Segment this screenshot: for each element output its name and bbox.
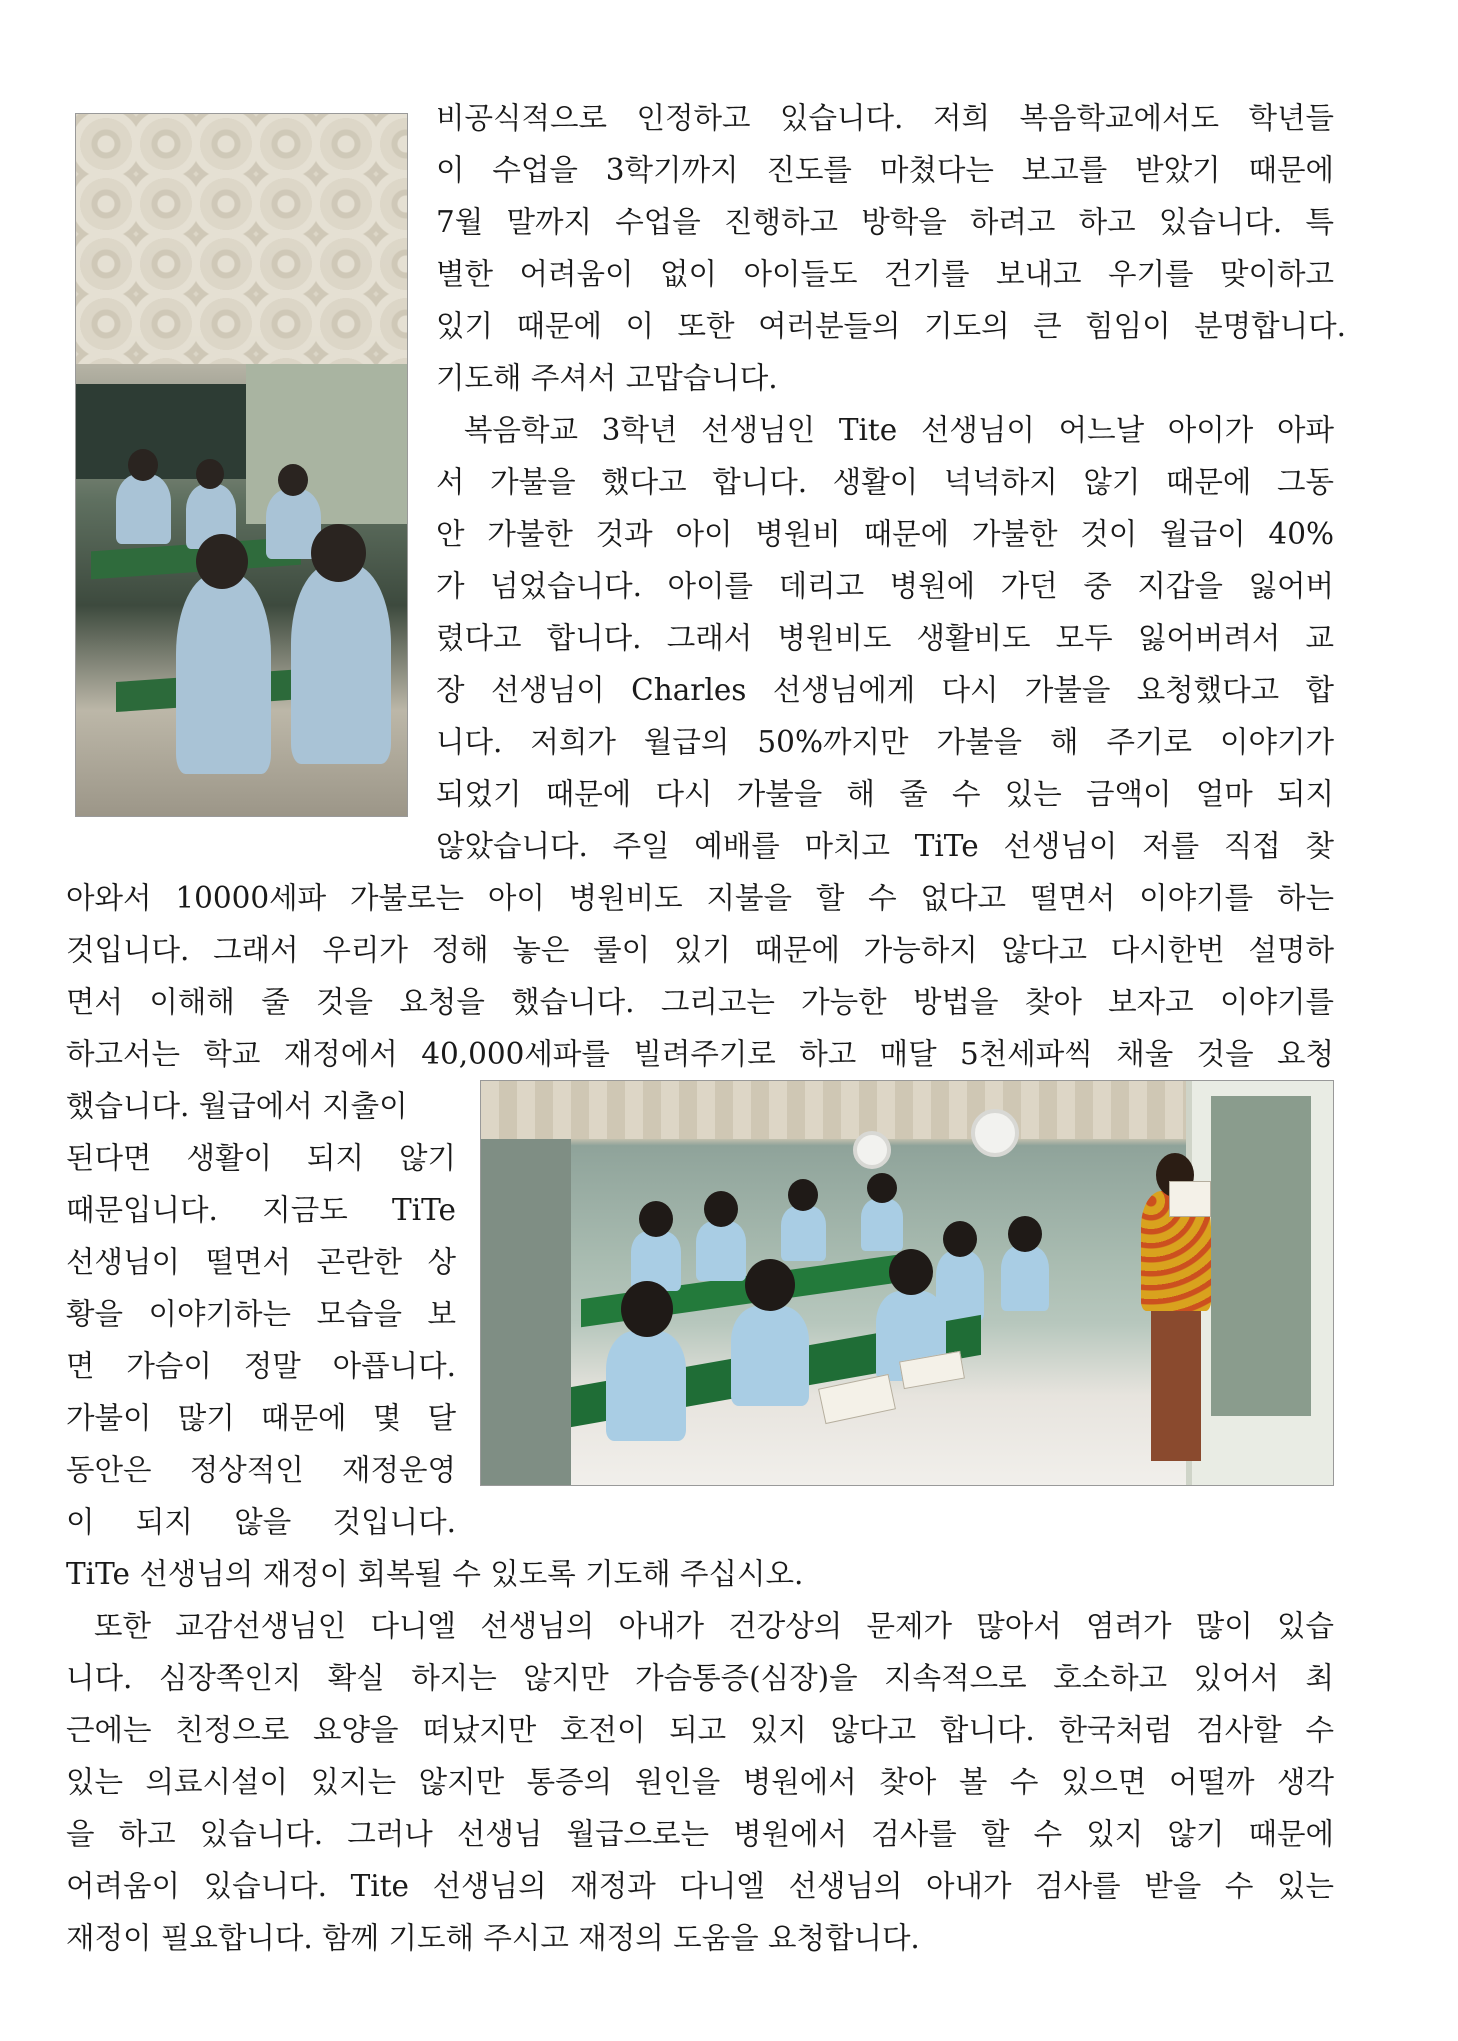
child <box>781 1206 826 1261</box>
text-line: 있기 때문에 이 또한 여러분들의 기도의 큰 힘임이 분명합니다. <box>436 309 1346 343</box>
curtain <box>481 1139 571 1485</box>
text-line: 또한 교감선생님인 다니엘 선생님의 아내가 건강상의 문제가 많아서 염려가 많이 있습 <box>94 1609 1334 1643</box>
text-line: 아와서 10000세파 가불로는 아이 병원비도 지불을 할 수 없다고 떨면서 이야기를 하는 <box>66 881 1334 915</box>
teacher-book <box>1169 1181 1211 1217</box>
text-line: 을 하고 있습니다. 그러나 선생님 월급으로는 병원에서 검사를 할 수 있지 않기 때문에 <box>66 1817 1334 1851</box>
teacher-legs <box>1151 1311 1201 1461</box>
text-line: 면서 이해해 줄 것을 요청을 했습니다. 그리고는 가능한 방법을 찾아 보자고 이야기를 <box>66 985 1334 1019</box>
text-line: 7월 말까지 수업을 진행하고 방학을 하려고 하고 있습니다. 특 <box>436 205 1334 239</box>
text-line: 재정이 필요합니다. 함께 기도해 주시고 재정의 도움을 요청합니다. <box>66 1921 920 1955</box>
text-line: 선생님이 떨면서 곤란한 상 <box>66 1245 456 1279</box>
student-head <box>196 534 248 589</box>
text-line: 서 가불을 했다고 합니다. 생활이 넉넉하지 않기 때문에 그동 <box>436 465 1334 499</box>
text-line: 렸다고 합니다. 그래서 병원비도 생활비도 모두 잃어버려서 교 <box>436 621 1334 655</box>
text-line: 가 넘었습니다. 아이를 데리고 병원에 가던 중 지갑을 잃어버 <box>436 569 1334 603</box>
text-line: 있는 의료시설이 있지는 않지만 통증의 원인을 병원에서 찾아 볼 수 있으면 어떨까 생각 <box>66 1765 1334 1799</box>
wall-fan <box>971 1109 1019 1157</box>
student <box>291 564 391 764</box>
text-line: 안 가불한 것과 아이 병원비 때문에 가불한 것이 월급이 40% <box>436 517 1334 551</box>
child-head <box>788 1179 818 1211</box>
child <box>861 1199 903 1251</box>
text-line: 하고서는 학교 재정에서 40,000세파를 빌려주기로 하고 매달 5천세파씩 채울 것을 요청 <box>66 1037 1334 1071</box>
text-line: 이 되지 않을 것입니다. <box>66 1505 456 1539</box>
text-line: 동안은 정상적인 재정운영 <box>66 1453 456 1487</box>
child-head <box>867 1173 897 1203</box>
classroom-photo-young-children <box>480 1080 1334 1486</box>
child-head <box>621 1281 673 1337</box>
wall-fan <box>853 1131 891 1169</box>
child-head <box>639 1201 673 1237</box>
ceiling-pattern <box>76 114 407 364</box>
child <box>696 1221 746 1281</box>
student-head <box>128 449 158 481</box>
child <box>606 1331 686 1441</box>
text-line: 때문입니다. 지금도 TiTe <box>66 1193 456 1227</box>
text-line: 되었기 때문에 다시 가불을 해 줄 수 있는 금액이 얼마 되지 <box>436 777 1334 811</box>
student <box>176 574 271 774</box>
text-line: 가불이 많기 때문에 몇 달 <box>66 1401 456 1435</box>
text-line: TiTe 선생님의 재정이 회복될 수 있도록 기도해 주십시오. <box>66 1557 804 1591</box>
child-head <box>943 1221 977 1257</box>
text-line: 비공식적으로 인정하고 있습니다. 저희 복음학교에서도 학년들 <box>436 101 1334 135</box>
text-line: 장 선생님이 Charles 선생님에게 다시 가불을 요청했다고 합 <box>436 673 1334 707</box>
child-head <box>745 1259 795 1311</box>
text-line: 기도해 주셔서 고맙습니다. <box>436 361 778 395</box>
text-line: 않았습니다. 주일 예배를 마치고 TiTe 선생님이 저를 직접 찾 <box>436 829 1334 863</box>
student-head <box>311 524 366 582</box>
student-head <box>278 464 308 496</box>
text-line: 어려움이 있습니다. Tite 선생님의 재정과 다니엘 선생님의 아내가 검사를 받을 수 있는 <box>66 1869 1334 1903</box>
child-head <box>1008 1216 1042 1252</box>
child <box>1001 1246 1049 1311</box>
text-line: 근에는 친정으로 요양을 떠났지만 호전이 되고 있지 않다고 합니다. 한국처럼 검사할 수 <box>66 1713 1334 1747</box>
classroom-photo-older-students <box>75 113 408 817</box>
text-line: 황을 이야기하는 모습을 보 <box>66 1297 456 1331</box>
student <box>116 474 171 544</box>
child <box>731 1306 809 1406</box>
text-line: 니다. 저희가 월급의 50%까지만 가불을 해 주기로 이야기가 <box>436 725 1334 759</box>
text-line: 이 수업을 3학기까지 진도를 마쳤다는 보고를 받았기 때문에 <box>436 153 1334 187</box>
text-line: 별한 어려움이 없이 아이들도 건기를 보내고 우기를 맞이하고 <box>436 257 1334 291</box>
door-window <box>1211 1096 1311 1416</box>
text-line: 것입니다. 그래서 우리가 정해 놓은 룰이 있기 때문에 가능하지 않다고 다시한번 설명하 <box>66 933 1334 967</box>
text-line: 니다. 심장쪽인지 확실 하지는 않지만 가슴통증(심장)을 지속적으로 호소하고 있어서 최 <box>66 1661 1334 1695</box>
child-head <box>704 1191 738 1227</box>
child-head <box>889 1249 933 1295</box>
text-line: 복음학교 3학년 선생님인 Tite 선생님이 어느날 아이가 아파 <box>464 413 1334 447</box>
text-line: 면 가슴이 정말 아픕니다. <box>66 1349 456 1383</box>
text-line: 된다면 생활이 되지 않기 <box>66 1141 456 1175</box>
student-head <box>196 459 224 489</box>
text-line: 했습니다. 월급에서 지출이 <box>66 1089 408 1123</box>
